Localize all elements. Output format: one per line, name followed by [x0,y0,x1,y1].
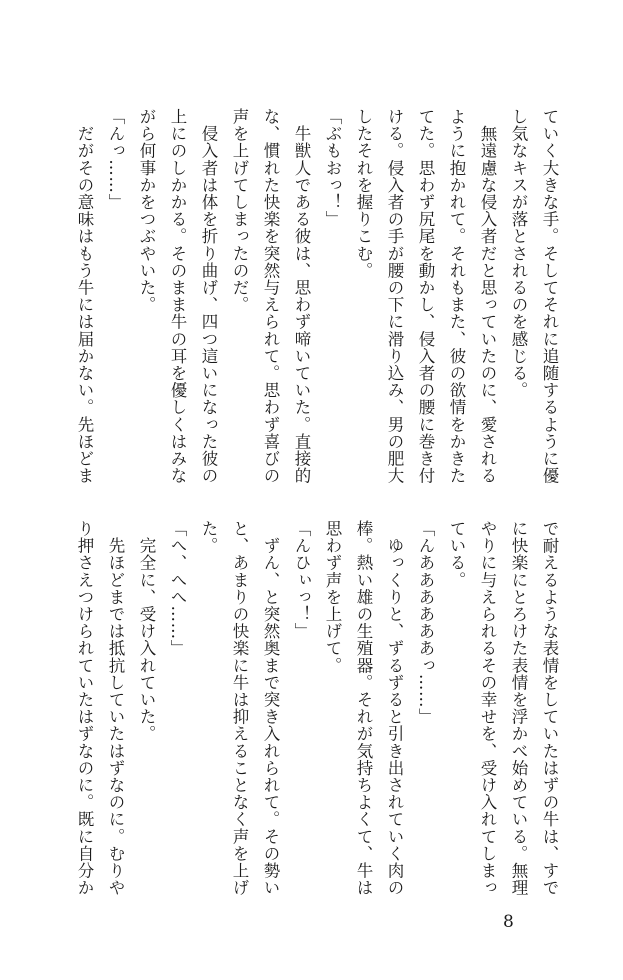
text-column: 棒。熱い雄の生殖器。それが気持ちよくて、牛は [354,520,373,897]
text-column: り押さえつけられていたはずなのに。既に自分か [75,520,94,897]
text-column: た。 [199,520,218,555]
text-column: 「んああああああっ……」 [416,520,435,726]
text-column: で耐えるような表情をしていたはずの牛は、すで [540,520,559,897]
upper-text-block [69,108,565,488]
text-column: ゆっくりと、ずるずると引き出されていく肉の [385,520,404,897]
text-column: し気なキスが落とされるのを感じる。 [509,108,528,399]
text-column: 「んひぃっ！」 [292,520,311,640]
text-column: がら何事かをつぶやいた。 [137,108,156,314]
text-column: ている。 [447,520,466,589]
text-column: 無遠慮な侵入者だと思っていたのに、愛される [478,108,497,485]
text-column: 「へ、へへ……」 [168,520,187,657]
text-column: な、慣れた快楽を突然与えられて。思わず喜びの [261,108,280,485]
text-column: 「んっ……」 [106,108,125,211]
text-column: 「ぶもおっ！」 [323,108,342,228]
text-column: 思わず声を上げて。 [323,520,342,674]
text-column: やりに与えられるその幸せを、受け入れてしまっ [478,520,497,897]
text-column: 牛獣人である彼は、思わず啼いていた。直接的 [292,108,311,485]
text-column: 侵入者は体を折り曲げ、四つ這いになった彼の [199,108,218,485]
lower-text-block [69,520,565,900]
text-column: ていく大きな手。そしてそれに追随するように優 [540,108,559,485]
text-column: てた。思わず尻尾を動かし、侵入者の腰に巻き付 [416,108,435,485]
text-column: ずん、と突然奥まで突き入れられて。その勢い [261,520,280,897]
text-column: ける。侵入者の手が腰の下に滑り込み、男の肥大 [385,108,404,485]
text-column: 先ほどまでは抵抗していたはずなのに。むりや [106,520,125,897]
text-column: したそれを握りこむ。 [354,108,373,279]
text-column: だがその意味はもう牛には届かない。先ほどま [75,108,94,485]
text-column: 上にのしかかる。そのまま牛の耳を優しくはみな [168,108,187,485]
page-number: 8 [503,912,514,932]
text-column: ように抱かれて。それもまた、彼の欲情をかきた [447,108,466,485]
text-column: 完全に、受け入れていた。 [137,520,156,743]
text-column: に快楽にとろけた表情を浮かべ始めている。無理 [509,520,528,897]
text-column: 声を上げてしまったのだ。 [230,108,249,314]
text-column: と、あまりの快楽に牛は抑えることなく声を上げ [230,520,249,897]
